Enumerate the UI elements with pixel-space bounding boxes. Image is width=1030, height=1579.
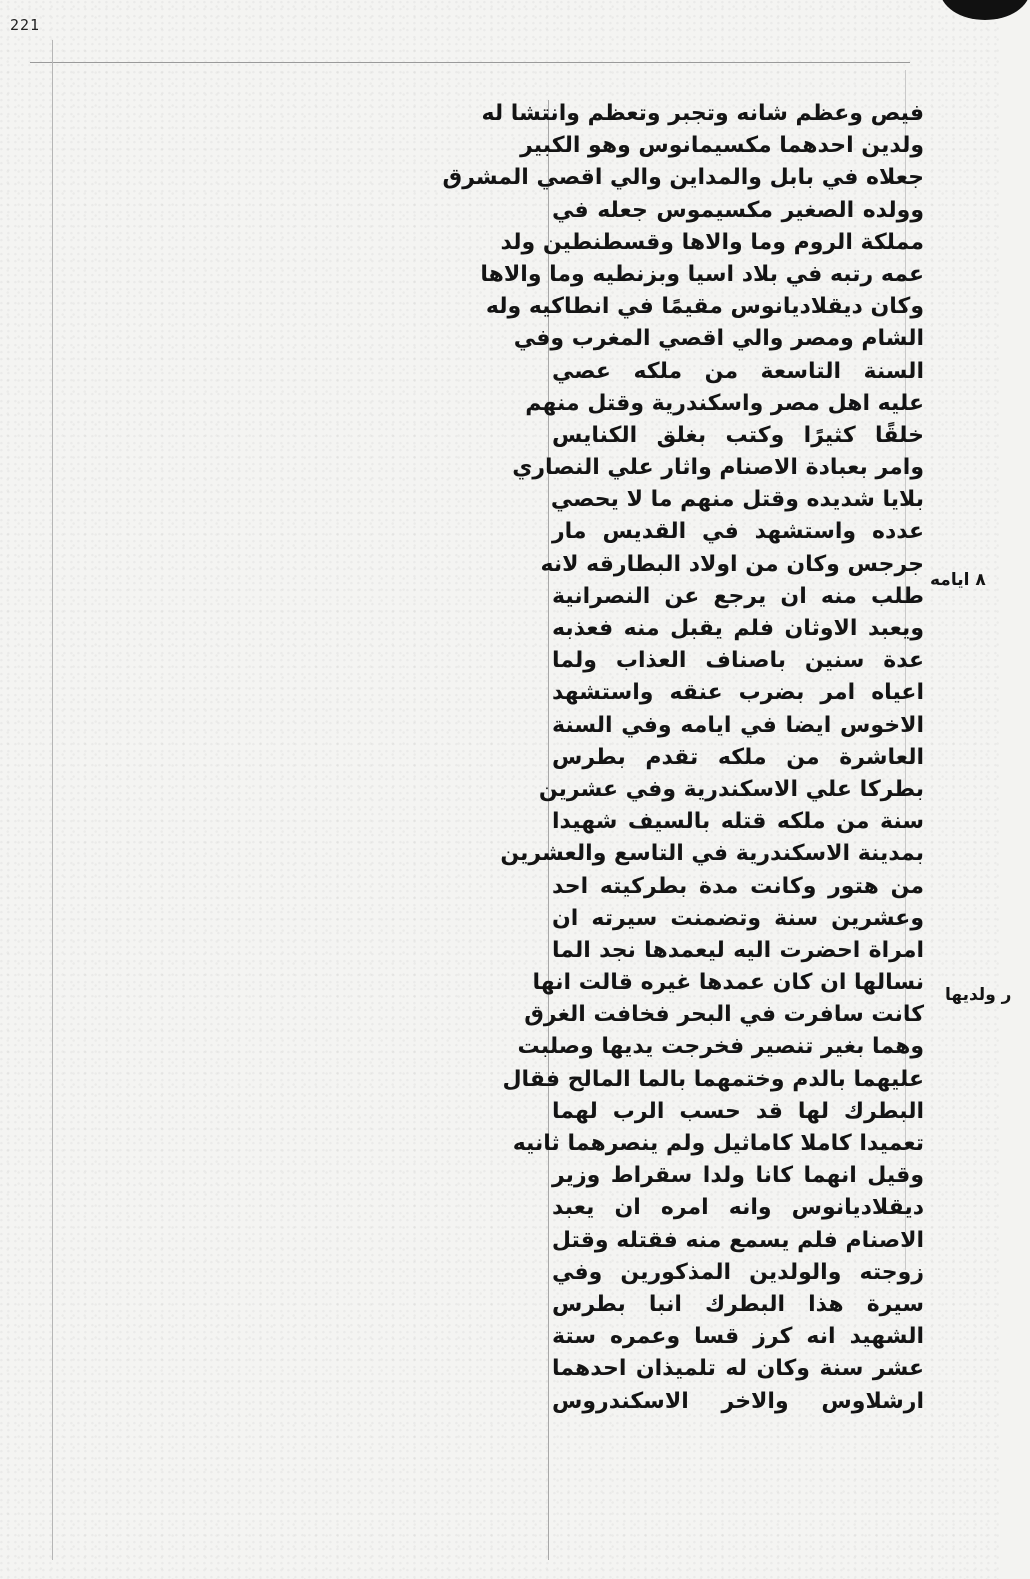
manuscript-line: وهما بغير تنصير فخرجت يديها وصلبت <box>517 1034 924 1060</box>
margin-note: ٨ ايامه <box>930 570 986 590</box>
manuscript-line: بلايا شديده وقتل منهم ما لا يحصي <box>550 487 924 513</box>
manuscript-line: سيرة هذا البطرك انبا بطرس <box>552 1291 924 1317</box>
manuscript-line: عليهما بالدم وختمهما بالما المالح فقال <box>502 1066 924 1092</box>
margin-note: ر ولديها <box>945 985 1012 1005</box>
manuscript-line: ولدين احدهما مكسيمانوس وهو الكبير <box>520 133 924 159</box>
manuscript-line: بمدينة الاسكندرية في التاسع والعشرين <box>500 841 924 867</box>
manuscript-line: البطرك لها قد حسب الرب لهما <box>552 1098 924 1124</box>
scan-corner-shadow <box>940 0 1030 20</box>
manuscript-line: جعلاه في بابل والمداين والي اقصي المشرق <box>442 165 924 191</box>
manuscript-line: فيص وعظم شانه وتجبر وتعظم وانتشا له <box>481 101 924 126</box>
manuscript-line: الشام ومصر والي اقصي المغرب وفي <box>513 326 924 352</box>
manuscript-line: وعشرين سنة وتضمنت سيرته ان <box>552 905 924 931</box>
manuscript-line: نسالها ان كان عمدها غيره قالت انها <box>532 970 924 996</box>
manuscript-line: طلب منه ان يرجع عن النصرانية <box>552 583 924 609</box>
manuscript-line: الاصنام فلم يسمع منه فقتله وقتل <box>551 1227 924 1253</box>
manuscript-line: وامر بعبادة الاصنام واثار علي النصاري <box>512 455 924 481</box>
manuscript-line: ديقلاديانوس وانه امره ان يعبد <box>552 1195 924 1221</box>
manuscript-line: عمه رتبه في بلاد اسيا وبزنطيه وما والاها <box>480 261 924 287</box>
manuscript-line: خلقًا كثيرًا وكتب بغلق الكنايس <box>552 422 924 448</box>
manuscript-line: امراة احضرت اليه ليعمدها نجد الما <box>552 937 924 963</box>
manuscript-line: عدة سنين باصناف العذاب ولما <box>552 648 924 674</box>
manuscript-line: تعميدا كاملا كاماثيل ولم ينصرهما ثانيه <box>512 1131 924 1156</box>
manuscript-line: مملكة الروم وما والاها وقسطنطين ولد <box>500 229 924 255</box>
manuscript-line: عليه اهل مصر واسكندرية وقتل منهم <box>525 390 924 416</box>
manuscript-line: وولده الصغير مكسيموس جعله في <box>552 197 924 223</box>
manuscript-line: وقيل انهما كانا ولدا سقراط وزير <box>552 1163 924 1189</box>
manuscript-line: جرجس وكان من اولاد البطارقه لانه <box>540 551 924 577</box>
manuscript-line: العاشرة من ملكه تقدم بطرس <box>552 744 924 770</box>
manuscript-text-column <box>442 98 924 1418</box>
manuscript-line: اعياه امر بضرب عنقه واستشهد <box>552 680 924 706</box>
manuscript-line: زوجته والولدين المذكورين وفي <box>552 1259 924 1285</box>
manuscript-line: الاخوس ايضا في ايامه وفي السنة <box>552 712 924 738</box>
manuscript-line: من هتور وكانت مدة بطركيته احد <box>552 873 924 899</box>
manuscript-line: ارشلاوس والاخر الاسكندروس <box>552 1388 924 1414</box>
manuscript-line: بطركا علي الاسكندرية وفي عشرين <box>538 776 924 802</box>
manuscript-line: الشهيد انه كرز قسا وعمره ستة <box>552 1324 924 1350</box>
manuscript-line: عدده واستشهد في القديس مار <box>552 519 924 545</box>
page-number: 221 <box>10 16 41 34</box>
manuscript-line: كانت سافرت في البحر فخافت الغرق <box>524 1002 924 1028</box>
manuscript-line: ويعبد الاوثان فلم يقبل منه فعذبه <box>552 616 924 641</box>
left-ruling-line <box>52 40 53 1560</box>
top-ruling-line <box>30 62 910 63</box>
manuscript-line: السنة التاسعة من ملكه عصي <box>552 358 924 384</box>
manuscript-line: وكان ديقلاديانوس مقيمًا في انطاكيه وله <box>485 294 924 320</box>
manuscript-line: عشر سنة وكان له تلميذان احدهما <box>552 1356 924 1382</box>
manuscript-line: سنة من ملكه قتله بالسيف شهيدا <box>552 809 924 835</box>
